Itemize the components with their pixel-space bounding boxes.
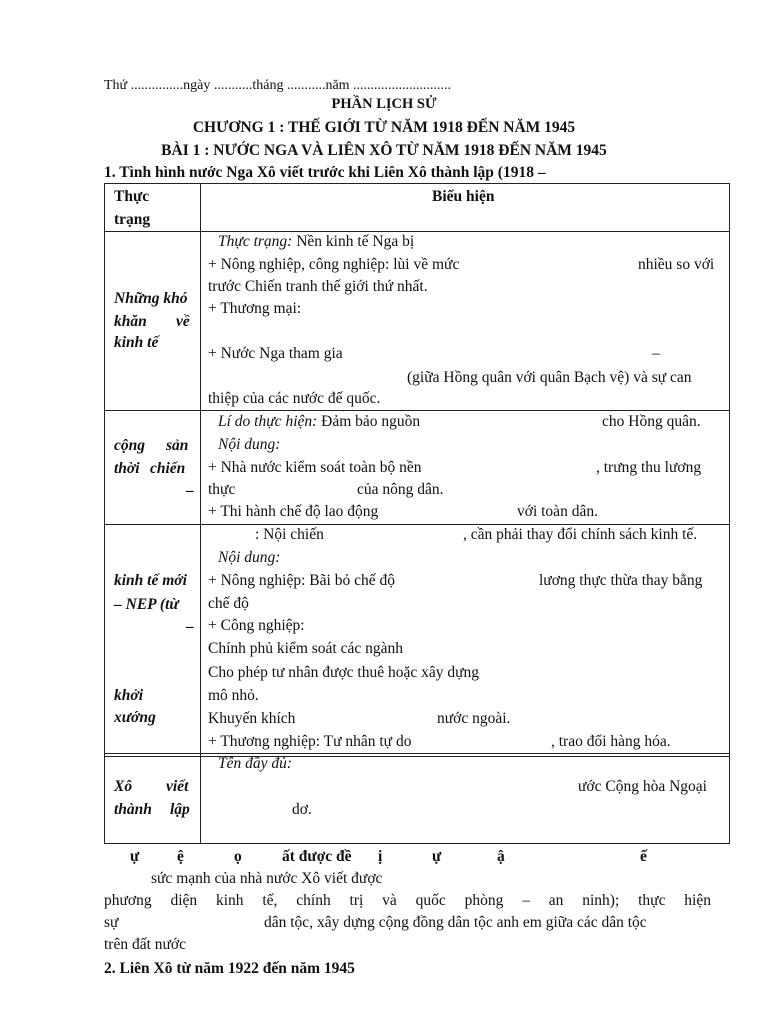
col2-header: Biểu hiện [432, 188, 495, 205]
text-fragment: ị [378, 848, 383, 865]
row2-label: cộng [114, 437, 145, 454]
row3-line: lương thực thừa thay bằng [539, 572, 703, 589]
row4-line: ước Cộng hòa Ngoại [578, 778, 707, 795]
row2-line: cho Hồng quân. [602, 413, 701, 430]
row3-line: : Nội chiến [255, 526, 324, 543]
text-fragment: ệ [177, 848, 184, 865]
row4-line: dơ. [292, 801, 312, 818]
row3-line: chế độ [208, 595, 249, 612]
row1-line: + Nông nghiệp, công nghiệp: lùi về mức [208, 256, 460, 273]
row3-label: – NEP (từ [114, 596, 179, 613]
paragraph-line: sức mạnh của nhà nước Xô viết được [151, 870, 383, 887]
row-divider [105, 410, 729, 411]
row1-line: + Nước Nga tham gia [208, 345, 343, 362]
row1-line: thiệp của các nước đế quốc. [208, 390, 381, 407]
row2-label: thời [114, 460, 140, 477]
row3-line: Nội dung: [218, 549, 281, 566]
text-fragment: ế [640, 848, 647, 865]
row1-label: Những khó [114, 290, 188, 307]
row1-line: + Thương mại: [208, 300, 302, 317]
row1-line: trước Chiến tranh thế giới thứ nhất. [208, 278, 428, 295]
row3-label: – [186, 618, 194, 635]
row1-line: (giữa Hồng quân với quân Bạch vệ) và sự can [407, 369, 692, 386]
row3-line: + Thương nghiệp: Tư nhân tự do [208, 733, 412, 750]
row2-line: Nội dung: [218, 436, 281, 453]
row3-line: + Nông nghiệp: Bãi bỏ chế độ [208, 572, 395, 589]
row1-line: Thực trạng: Nền kinh tế Nga bị [218, 233, 415, 250]
paragraph-line: sự [104, 914, 119, 931]
text-fragment: ậ [497, 848, 505, 865]
row2-line: + Nhà nước kiểm soát toàn bộ nền [208, 459, 422, 476]
text-fragment: ự [432, 848, 442, 865]
row3-label: xướng [114, 709, 156, 726]
row2-line: Lí do thực hiện: Đảm bảo nguồn [218, 413, 421, 430]
col1-header: trạng [114, 211, 151, 228]
row2-line: của nông dân. [357, 481, 444, 498]
row3-line: mô nhỏ. [208, 687, 259, 704]
row2-label: sản [166, 437, 189, 454]
row2-line: , trưng thu lương [596, 459, 702, 476]
row3-line: + Công nghiệp: [208, 617, 305, 634]
lesson-title: BÀI 1 : NƯỚC NGA VÀ LIÊN XÔ TỪ NĂM 1918 ĐẾN NĂM 1945 [161, 142, 607, 159]
row2-line: + Thi hành chế độ lao động [208, 503, 379, 520]
row4-label: thành [114, 801, 152, 818]
row4-label: lập [170, 801, 190, 818]
row-divider [105, 524, 729, 525]
section-title: PHẦN LỊCH SỬ [331, 96, 437, 112]
row1-line: nhiều so với [638, 256, 715, 273]
row2-line: với toàn dân. [517, 503, 598, 520]
paragraph-line: dân tộc, xây dựng cộng đồng dân tộc anh em giữa các dân tộc [264, 914, 647, 931]
row1-label: khăn [114, 313, 147, 330]
col1-header: Thực [114, 188, 150, 205]
row2-label: chiến [150, 460, 186, 477]
row4-line: Tên đầy đủ: [218, 755, 293, 772]
text-fragment: ọ [234, 848, 242, 865]
row3-line: Khuyến khích [208, 710, 296, 727]
row2-line: thực [208, 481, 236, 498]
row3-line: , trao đổi hàng hóa. [551, 733, 671, 750]
row3-label: khởi [114, 687, 143, 704]
row-divider [105, 231, 729, 232]
row3-line: Cho phép tư nhân được thuê hoặc xây dựng [208, 664, 480, 681]
row3-line: Chính phủ kiểm soát các ngành [208, 640, 403, 657]
section-heading-1: 1. Tình hình nước Nga Xô viết trước khi Liên Xô thành lập (1918 – [104, 164, 546, 181]
text-fragment: ất được đề [282, 848, 352, 865]
row1-label: kinh tế [114, 334, 159, 351]
row3-line: nước ngoài. [437, 710, 511, 727]
chapter-title: CHƯƠNG 1 : THẾ GIỚI TỪ NĂM 1918 ĐẾN NĂM 1945 [192, 119, 576, 136]
row4-label: Xô [114, 778, 133, 795]
paragraph-line: trên đất nước [104, 936, 187, 953]
row4-label: viết [166, 778, 189, 795]
row3-label: kinh tế mới [114, 572, 187, 589]
row2-label: – [186, 482, 194, 499]
row1-line: – [652, 345, 660, 362]
column-divider [200, 184, 201, 843]
date-line: Thứ ...............ngày ...........tháng ...........năm ............................ [104, 78, 452, 93]
row3-line: , cần phải thay đổi chính sách kinh tế. [463, 526, 698, 543]
text-fragment: ự [130, 848, 140, 865]
section-heading-2: 2. Liên Xô từ năm 1922 đến năm 1945 [104, 960, 355, 977]
row-divider-double [105, 753, 729, 757]
row1-label: về [176, 313, 190, 330]
paragraph-line: phương diện kinh tế, chính trị và quốc phòng – an ninh); thực hiện [104, 892, 711, 909]
